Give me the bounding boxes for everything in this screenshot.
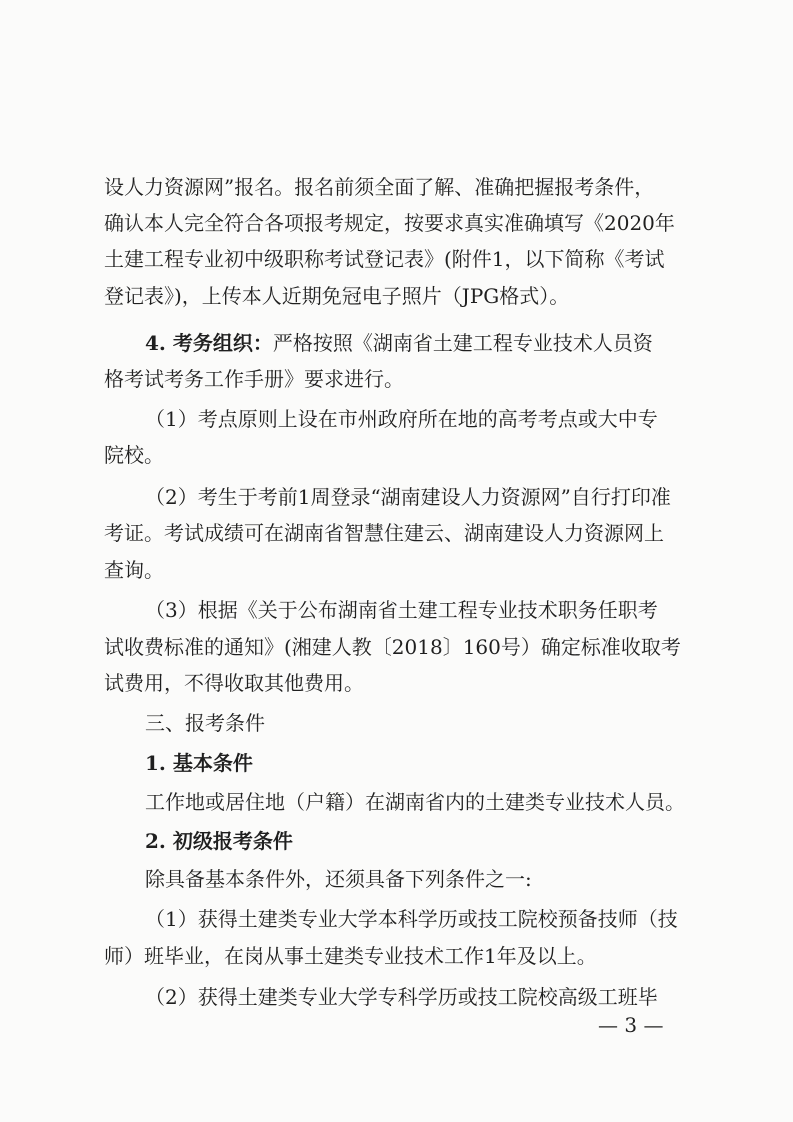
text-line: （2）获得土建类专业大学专科学历或技工院校高级工班毕	[145, 985, 658, 1009]
junior-conditions-heading: 2. 初级报考条件	[145, 829, 293, 853]
page-number: — 3 —	[598, 1013, 664, 1037]
item4-label: 4. 考务组织：	[145, 331, 273, 355]
text-line: 登记表》)，上传本人近期免冠电子照片（JPG格式）。	[104, 284, 570, 308]
text-line: 确认本人完全符合各项报考规定，按要求真实准确填写《2020年	[104, 211, 675, 235]
text-line: 试费用，不得收取其他费用。	[104, 671, 364, 695]
text-line: 工作地或居住地（户籍）在湖南省内的土建类专业技术人员。	[145, 790, 685, 814]
text-line: 师）班毕业，在岗从事土建类专业技术工作1年及以上。	[104, 944, 597, 968]
text-line: 试收费标准的通知》(湘建人教〔2018〕160号）确定标准收取考	[104, 635, 681, 659]
text-line: 格考试考务工作手册》要求进行。	[104, 367, 404, 391]
item4-line	[145, 330, 793, 356]
text-line: （1）考点原则上设在市州政府所在地的高考考点或大中专	[145, 407, 658, 431]
text-line: 院校。	[104, 443, 164, 467]
text-line: 设人力资源网”报名。报名前须全面了解、准确把握报考条件，	[104, 175, 655, 199]
text-line: 查询。	[104, 558, 164, 582]
text-line: （3）根据《关于公布湖南省土建工程专业技术职务任职考	[145, 598, 658, 622]
section-heading: 三、报考条件	[145, 711, 265, 735]
text-line: （1）获得土建类专业大学本科学历或技工院校预备技师（技	[145, 907, 678, 931]
text-line: 土建工程专业初中级职称考试登记表》(附件1，以下简称《考试	[104, 247, 665, 271]
item4-text: 严格按照《湖南省土建工程专业技术人员资	[272, 331, 653, 355]
text-line: 除具备基本条件外，还须具备下列条件之一:	[145, 867, 532, 891]
text-line: 考证。考试成绩可在湖南省智慧住建云、湖南建设人力资源网上	[104, 521, 664, 545]
basic-conditions-heading: 1. 基本条件	[145, 751, 253, 775]
text-line: （2）考生于考前1周登录“湖南建设人力资源网”自行打印准	[145, 485, 671, 509]
